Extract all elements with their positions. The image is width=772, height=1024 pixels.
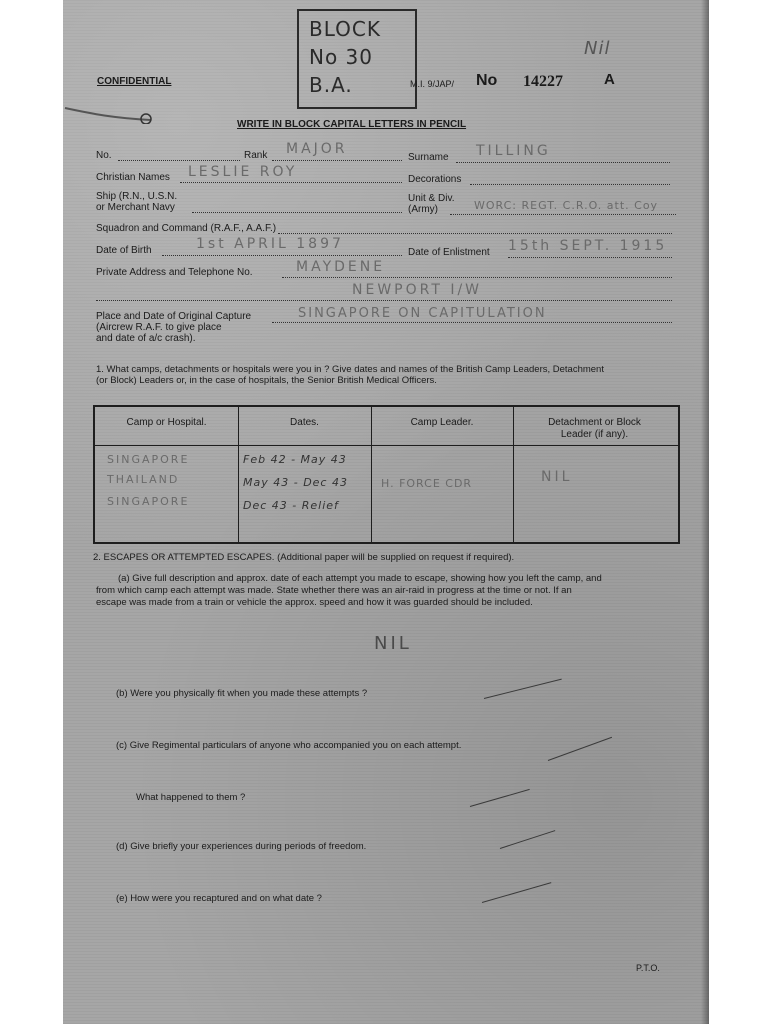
christian-names-label: Christian Names — [96, 172, 170, 183]
section2-a-line-2: from which camp each attempt was made. State whether there was an air-raid in progress at the time or not. If an — [96, 585, 572, 596]
camp-entry-3: SINGAPORE — [107, 495, 190, 508]
capture-label-1: Place and Date of Original Capture — [96, 311, 252, 322]
section2-a-line-1: (a) Give full description and approx. date of each attempt you made to escape, showing how you left the camp, and — [118, 573, 602, 584]
table-header-rule — [95, 445, 678, 446]
number-label: No — [476, 72, 498, 89]
rank-value: MAJOR — [286, 141, 348, 157]
unit-value: WORC: REGT. C.R.O. att. Coy — [474, 199, 659, 212]
stamp-line-3: B.A. — [309, 73, 353, 97]
confidential-label: CONFIDENTIAL — [97, 76, 172, 87]
christian-names-value: LESLIE ROY — [188, 164, 298, 180]
question-e: (e) How were you recaptured and on what date ? — [116, 893, 322, 904]
header-camp: Camp or Hospital. — [126, 417, 207, 428]
unit-line — [450, 214, 676, 215]
rank-label: Rank — [244, 150, 268, 161]
address-value-1: MAYDENE — [296, 259, 386, 275]
header-detachment-1: Detachment or Block — [548, 417, 641, 428]
handwritten-nil-note: Nil — [584, 38, 611, 59]
decorations-label: Decorations — [408, 174, 462, 185]
serial-number: 14227 — [523, 73, 563, 90]
dob-line — [162, 255, 402, 256]
serial-suffix: A — [604, 71, 615, 88]
stamp-line-2: No 30 — [309, 45, 374, 69]
camp-leader-entry: H. FORCE CDR — [381, 477, 473, 490]
dob-label: Date of Birth — [96, 245, 152, 256]
header-dates: Dates. — [290, 417, 319, 428]
section1-question-1: 1. What camps, detachments or hospitals were you in ? Give dates and names of the British Camp Leaders, Detachment — [96, 364, 604, 375]
camps-table — [93, 405, 680, 544]
surname-label: Surname — [408, 152, 449, 163]
no-label: No. — [96, 150, 112, 161]
squadron-line — [278, 233, 672, 234]
question-c-sub: What happened to them ? — [136, 792, 246, 803]
stamp-line-1: BLOCK — [309, 17, 381, 41]
unit-label-2: (Army) — [408, 204, 438, 215]
squadron-label: Squadron and Command (R.A.F., A.A.F.) — [96, 223, 277, 234]
detachment-entry: NIL — [541, 469, 573, 485]
ship-label-1: Ship (R.N., U.S.N. — [96, 191, 178, 202]
address-line-1 — [282, 277, 672, 278]
enlistment-value: 15th SEPT. 1915 — [508, 238, 668, 254]
address-value-2: NEWPORT I/W — [352, 282, 483, 298]
page-edge-shadow — [701, 0, 709, 1024]
unit-label-1: Unit & Div. — [408, 193, 455, 204]
christian-names-line — [180, 182, 402, 183]
decorations-line — [470, 184, 670, 185]
rank-line — [272, 160, 402, 161]
block-stamp — [297, 9, 417, 109]
pto-label: P.T.O. — [636, 963, 660, 973]
capture-line — [272, 322, 672, 323]
dates-entry-1: Feb 42 - May 43 — [243, 453, 347, 466]
camp-entry-2: THAILAND — [107, 473, 180, 486]
enlistment-line — [508, 257, 672, 258]
camp-entry-1: SINGAPORE — [107, 453, 190, 466]
capture-label-3: and date of a/c crash). — [96, 333, 196, 344]
dob-value: 1st APRIL 1897 — [196, 236, 344, 252]
address-line-2 — [96, 300, 672, 301]
form-reference: M.I. 9/JAP/ — [410, 79, 455, 89]
dates-entry-3: Dec 43 - Relief — [243, 499, 339, 512]
header-camp-leader: Camp Leader. — [410, 417, 474, 428]
instruction-heading: WRITE IN BLOCK CAPITAL LETTERS IN PENCIL — [237, 119, 467, 130]
capture-value: SINGAPORE ON CAPITULATION — [298, 306, 547, 321]
surname-value: TILLING — [476, 143, 551, 159]
escape-answer: NIL — [374, 633, 412, 654]
section2-a-line-3: escape was made from a train or vehicle the approx. speed and how it was guarded should be included. — [96, 597, 533, 608]
section1-question-2: (or Block) Leaders or, in the case of hospitals, the Senior British Medical Officers. — [96, 375, 437, 386]
ship-label-2: or Merchant Navy — [96, 202, 175, 213]
ship-line — [192, 212, 402, 213]
address-label: Private Address and Telephone No. — [96, 267, 253, 278]
question-b: (b) Were you physically fit when you made these attempts ? — [116, 688, 368, 699]
dates-entry-2: May 43 - Dec 43 — [243, 476, 348, 489]
surname-line — [456, 162, 670, 163]
question-c: (c) Give Regimental particulars of anyone who accompanied you on each attempt. — [116, 740, 462, 751]
header-detachment-2: Leader (if any). — [560, 429, 629, 440]
no-line — [118, 160, 240, 161]
section2-heading: 2. ESCAPES OR ATTEMPTED ESCAPES. (Additional paper will be supplied on request if required). — [93, 552, 515, 563]
question-d: (d) Give briefly your experiences during periods of freedom. — [116, 841, 367, 852]
enlistment-label: Date of Enlistment — [408, 247, 490, 258]
tag-string — [63, 104, 153, 124]
capture-label-2: (Aircrew R.A.F. to give place — [96, 322, 222, 333]
